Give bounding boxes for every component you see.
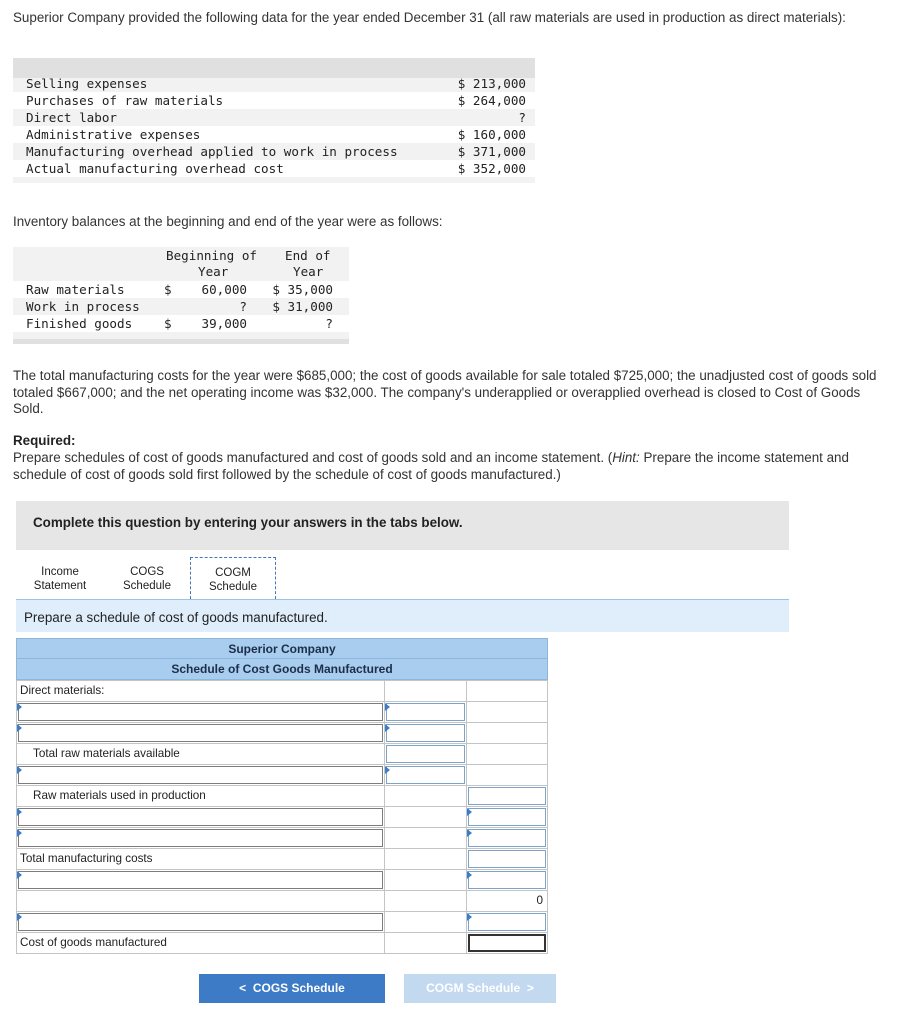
inventory-intro: Inventory balances at the beginning and end of the year were as follows:: [13, 214, 443, 229]
dropdown-flag-icon: [467, 829, 472, 837]
table-row: [17, 891, 548, 912]
table-row: [17, 702, 548, 723]
dropdown-flag-icon: [17, 829, 22, 837]
amount-input[interactable]: [385, 744, 466, 765]
label-input[interactable]: [17, 828, 385, 849]
table-row: [17, 870, 548, 891]
data-row: Actual manufacturing overhead cost $ 352,000: [13, 160, 535, 177]
tab-cogm-schedule[interactable]: COGM Schedule: [190, 557, 276, 599]
table-row: [17, 786, 548, 807]
amount-input[interactable]: [466, 849, 547, 870]
cogm-schedule: [16, 638, 548, 954]
instruction-bar: Prepare a schedule of cost of goods manufactured.: [16, 599, 789, 632]
label-input[interactable]: [17, 807, 385, 828]
amount-input[interactable]: [466, 786, 547, 807]
data-row: Selling expenses $ 213,000: [26, 76, 526, 91]
dropdown-flag-icon: [385, 766, 390, 774]
data-table: [13, 58, 535, 183]
amount-input[interactable]: [466, 828, 547, 849]
table-row: [17, 744, 548, 765]
tab-income-statement[interactable]: Income Statement: [33, 566, 87, 592]
amount-input[interactable]: [385, 765, 466, 786]
label-input[interactable]: [17, 912, 385, 933]
total-raw-label: Total raw materials available: [33, 747, 180, 760]
dropdown-flag-icon: [17, 871, 22, 879]
data-row: Administrative expenses $ 160,000: [13, 126, 535, 143]
amount-input[interactable]: [466, 933, 547, 954]
table-row: [17, 765, 548, 786]
total-mfg-label: Total manufacturing costs: [20, 852, 153, 865]
dropdown-flag-icon: [385, 724, 390, 732]
dropdown-flag-icon: [467, 871, 472, 879]
intro-text: Superior Company provided the following data for the year ended December 31 (all raw materials are used in production as direct materials):: [13, 10, 846, 25]
chevron-left-icon: <: [239, 981, 247, 995]
label-input[interactable]: [17, 870, 385, 891]
dropdown-flag-icon: [17, 913, 22, 921]
table-row: [17, 807, 548, 828]
table-row: [17, 828, 548, 849]
dropdown-flag-icon: [17, 703, 22, 711]
dropdown-flag-icon: [17, 766, 22, 774]
totals-text: The total manufacturing costs for the year were $685,000; the cost of goods available for sale totaled $725,000; the unadjusted cost of goods sold totaled $667,000; and the net operating income was $32,000. The company's underapplied or overapplied overhead is closed to Cost of Goods Sold.: [13, 368, 877, 416]
amount-input[interactable]: [466, 870, 547, 891]
label-input[interactable]: [17, 723, 385, 744]
amount-input[interactable]: [385, 723, 466, 744]
prev-cogs-schedule-button[interactable]: < COGS Schedule: [199, 974, 385, 1003]
required-label: Required:: [13, 433, 76, 448]
table-row: [17, 912, 548, 933]
data-row: Purchases of raw materials $ 264,000: [13, 92, 535, 109]
table-row: [17, 681, 548, 702]
cogm-label: Cost of goods manufactured: [20, 936, 167, 949]
dropdown-flag-icon: [385, 703, 390, 711]
inventory-row: Finished goods $ 39,000 ?: [13, 315, 349, 332]
header-end: End of: [285, 248, 331, 263]
table-row: [17, 849, 548, 870]
chevron-right-icon: >: [526, 981, 534, 995]
dropdown-flag-icon: [467, 913, 472, 921]
raw-used-label: Raw materials used in production: [33, 789, 206, 802]
computed-zero-value: 0: [536, 894, 543, 907]
schedule-company: Superior Company: [16, 638, 548, 659]
answer-banner: Complete this question by entering your answers in the tabs below.: [16, 501, 789, 550]
dropdown-flag-icon: [17, 724, 22, 732]
dropdown-flag-icon: [467, 808, 472, 816]
dropdown-flag-icon: [17, 808, 22, 816]
amount-input[interactable]: [466, 912, 547, 933]
required-text: Prepare schedules of cost of goods manufactured and cost of goods sold and an income statement. (Hint: Prepare the income statement and schedule of cost of goods sold first followed by the schedule of cost of goods manufactured.): [13, 450, 849, 482]
tab-cogs-schedule[interactable]: COGS Schedule: [123, 566, 171, 592]
inventory-row: Work in process ? $ 31,000: [26, 299, 333, 314]
label-input[interactable]: [17, 702, 385, 723]
label-input[interactable]: [17, 765, 385, 786]
inventory-row: Raw materials $ 60,000 $ 35,000: [13, 281, 349, 298]
table-row: [17, 723, 548, 744]
next-cogm-schedule-button[interactable]: COGM Schedule >: [404, 974, 556, 1003]
schedule-title: Schedule of Cost Goods Manufactured: [16, 659, 548, 680]
inventory-table: Beginning of End of Year Year Raw materials $ 60,000 $ 35,000 Work in process ? $ 31,000 Finished goods $ 39,000 ?: [13, 247, 349, 344]
direct-materials-label: Direct materials:: [20, 684, 105, 697]
data-row: Manufacturing overhead applied to work in process $ 371,000: [26, 144, 526, 159]
header-beginning: Beginning of: [166, 248, 257, 263]
data-row: Direct labor ?: [26, 110, 526, 125]
amount-input[interactable]: [385, 702, 466, 723]
table-row: [17, 933, 548, 954]
amount-input[interactable]: [466, 807, 547, 828]
